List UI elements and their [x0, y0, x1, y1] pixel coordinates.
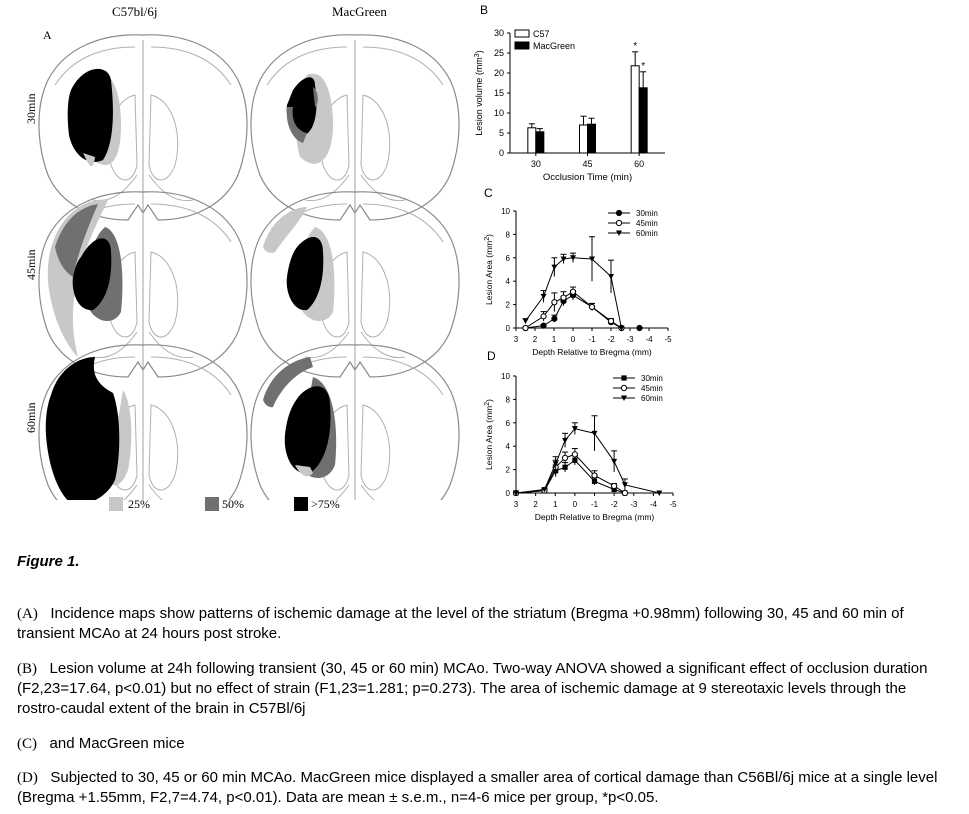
d-line-30min	[516, 460, 625, 493]
c-y-tick-label: 4	[505, 277, 510, 287]
c-point-45min	[523, 325, 528, 330]
c-x-tick-label: 2	[532, 335, 538, 344]
b-y-axis-label: Lesion volume $(mm^3)$	[473, 50, 484, 136]
row-label-30min: 30min	[24, 93, 38, 124]
caption-c-tag: (C)	[17, 736, 37, 752]
c-legend-label-60min: 60min	[636, 229, 658, 238]
d-x-tick-label: -2	[610, 500, 618, 509]
incidence-maps	[0, 0, 470, 500]
d-y-tick-label: 0	[505, 489, 510, 498]
b-y-tick-label: 20	[493, 68, 504, 78]
d-line-60min	[516, 429, 659, 493]
d-point-45min	[572, 452, 577, 457]
c-point-45min	[561, 295, 566, 300]
legend-label-50: 50%	[222, 497, 244, 511]
panel-letter-d: D	[487, 349, 496, 363]
b-legend-label-c57: C57	[533, 29, 550, 39]
b-x-tick-label: 60	[634, 159, 645, 169]
b-y-tick-label: 5	[498, 128, 504, 138]
b-bar-macgreen	[588, 124, 596, 153]
column-header-c57: C57bl/6j	[112, 4, 158, 19]
row-label-60min: 60min	[24, 402, 38, 433]
c-x-tick-label: -1	[588, 335, 596, 344]
c-point-30min	[541, 323, 546, 328]
b-bar-c57	[580, 125, 588, 153]
b-legend-label-macgreen: MacGreen	[533, 41, 576, 51]
legend-swatch-50	[205, 497, 219, 511]
d-point-60min	[562, 438, 568, 444]
b-y-tick-label: 0	[498, 148, 504, 158]
b-significance-star: *	[641, 60, 646, 72]
b-y-tick-label: 25	[493, 48, 504, 58]
caption-d-text: Subjected to 30, 45 or 60 min MCAo. MacGreen mice displayed a smaller area of cortical damage than C56Bl/6j mice at a single level (Bregma +1.55mm, F2,7=4.74, p<0.01). Data are mean ± s.e.m., n=4-6 mice per group, *p<0.05.	[17, 769, 938, 806]
panel-letter-a: A	[43, 28, 52, 42]
c-point-60min	[523, 318, 529, 324]
d-point-30min	[562, 465, 567, 470]
c-x-axis-label: Depth Relative to Bregma (mm)	[532, 347, 652, 357]
d-x-tick-label: -5	[669, 500, 677, 509]
panel-letter-c: C	[484, 186, 493, 200]
b-y-tick-label: 15	[493, 88, 504, 98]
caption-d	[17, 768, 952, 808]
b-x-tick-label: 30	[530, 159, 541, 169]
c-y-tick-label: 0	[505, 324, 510, 333]
caption-c	[17, 734, 952, 754]
c-legend-marker-30min	[616, 210, 621, 215]
legend-label-75: >75%	[311, 497, 340, 511]
caption-b	[17, 659, 952, 719]
b-bar-c57	[528, 128, 536, 153]
c-x-tick-label: -4	[645, 335, 653, 344]
c-point-45min	[589, 304, 594, 309]
c-x-tick-label: -3	[626, 335, 634, 344]
caption-a-tag: (A)	[17, 606, 38, 622]
c-legend-label-30min: 30min	[636, 209, 658, 218]
b-bar-macgreen	[639, 88, 647, 153]
d-x-tick-label: -3	[630, 500, 638, 509]
d-x-tick-label: -4	[649, 500, 657, 509]
b-y-tick-label: 30	[493, 28, 504, 38]
d-x-tick-label: 3	[513, 500, 519, 509]
legend-swatch-75	[294, 497, 308, 511]
d-y-tick-label: 10	[501, 372, 510, 381]
caption-a-text: Incidence maps show patterns of ischemic damage at the level of the striatum (Bregma +0.98mm) following 30, 45 and 60 min of transient MCAo at 24 hours post stroke.	[17, 605, 904, 642]
d-y-tick-label: 6	[505, 418, 510, 428]
b-bar-c57	[631, 66, 639, 153]
c-legend-marker-45min	[616, 220, 621, 225]
c-y-tick-label: 2	[505, 300, 510, 310]
d-x-axis-label: Depth Relative to Bregma (mm)	[534, 512, 655, 522]
b-y-tick-label: 10	[493, 108, 504, 118]
legend-swatch-25	[109, 497, 123, 511]
c-point-30min	[637, 325, 642, 330]
d-y-tick-label: 4	[505, 442, 510, 452]
c-y-axis-label: Lesion Area $(mm^2)$	[483, 234, 494, 305]
b-legend-swatch-c57	[515, 30, 529, 37]
panel-letter-b: B	[480, 3, 489, 17]
charts-svg	[460, 0, 710, 545]
legend-label-25: 25%	[128, 497, 150, 511]
column-header-macgreen: MacGreen	[332, 4, 387, 19]
b-bar-macgreen	[536, 132, 544, 153]
d-point-60min	[611, 459, 617, 465]
row-label-45min: 45min	[24, 249, 38, 280]
b-significance-star: *	[633, 40, 638, 52]
figure-title: Figure 1.	[17, 553, 80, 570]
d-point-45min	[612, 483, 617, 488]
c-x-tick-label: -5	[664, 335, 672, 344]
caption-b-text: Lesion volume at 24h following transient (30, 45 or 60 min) MCAo. Two-way ANOVA showed a significant effect of occlusion duration (F2,23=17.64, p<0.01) but no effect of strain (F1,23=1.281; p=0.273). The area of ischemic damage at 9 stereotaxic levels through the rostro-caudal extent of the brain in C57Bl/6j	[17, 660, 928, 717]
d-y-axis-label: Lesion Area $(mm^2)$	[483, 399, 494, 470]
b-x-tick-label: 45	[582, 159, 593, 169]
d-legend-label-30min: 30min	[641, 374, 663, 383]
d-legend-marker-30min	[621, 375, 626, 380]
c-point-45min	[608, 318, 613, 323]
caption-a	[17, 604, 952, 644]
c-point-45min	[541, 314, 546, 319]
b-x-axis-label: Occlusion Time (min)	[542, 172, 633, 183]
d-x-tick-label: 2	[533, 500, 538, 509]
c-point-60min	[551, 265, 557, 271]
c-x-tick-label: 3	[513, 335, 519, 344]
c-x-tick-label: 1	[551, 335, 557, 344]
caption-c-text: and MacGreen mice	[49, 735, 185, 752]
c-point-30min	[552, 316, 557, 321]
c-x-tick-label: 0	[570, 335, 576, 344]
d-x-tick-label: 1	[553, 500, 558, 509]
d-legend-marker-45min	[621, 385, 626, 390]
c-y-tick-label: 8	[505, 230, 510, 240]
c-legend-label-45min: 45min	[636, 219, 658, 228]
d-point-45min	[622, 490, 627, 495]
d-x-tick-label: 0	[572, 500, 578, 509]
caption-d-tag: (D)	[17, 770, 38, 786]
c-y-tick-label: 6	[505, 253, 510, 263]
c-point-60min	[608, 274, 614, 280]
c-point-45min	[570, 289, 575, 294]
d-legend-label-45min: 45min	[641, 384, 663, 393]
d-legend-label-60min: 60min	[641, 394, 663, 403]
caption-b-tag: (B)	[17, 661, 37, 677]
c-y-tick-label: 10	[501, 207, 510, 216]
b-legend-swatch-macgreen	[515, 42, 529, 49]
c-x-tick-label: -2	[607, 335, 615, 344]
d-y-tick-label: 8	[505, 395, 510, 405]
d-x-tick-label: -1	[590, 500, 599, 509]
d-point-45min	[592, 473, 597, 478]
d-y-tick-label: 2	[505, 465, 510, 475]
d-point-45min	[562, 455, 567, 460]
c-point-45min	[552, 300, 557, 305]
